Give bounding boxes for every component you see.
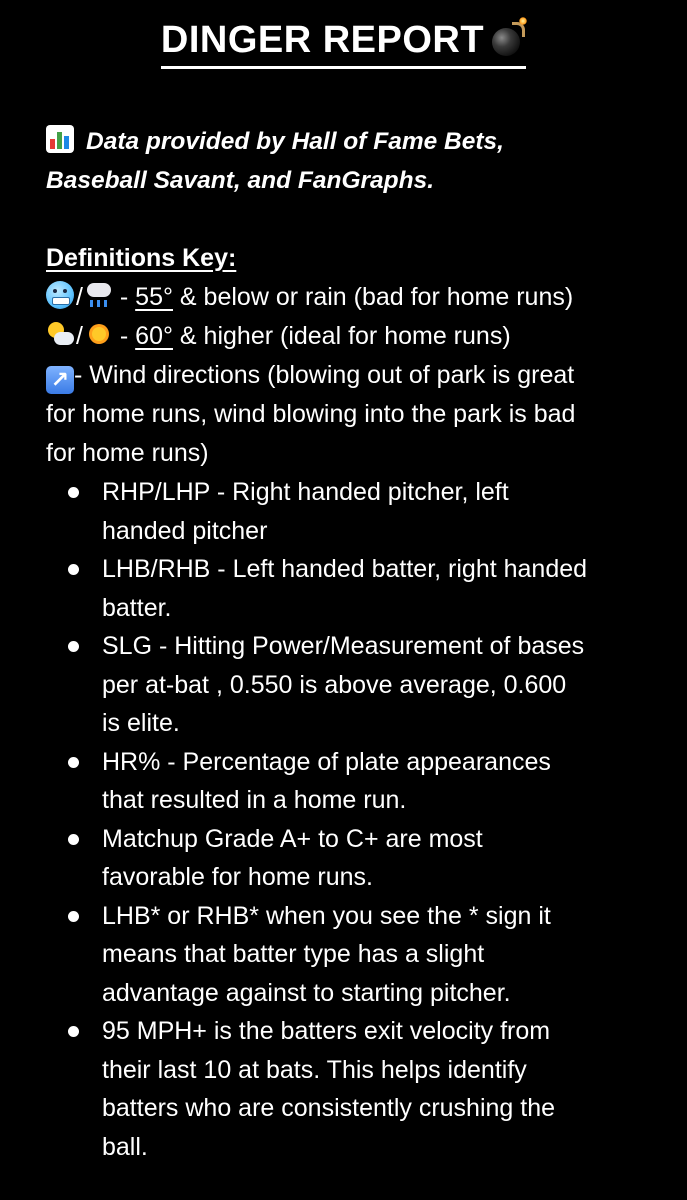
list-item-line: Matchup Grade A+ to C+ are most (102, 824, 483, 853)
list-item-line: that resulted in a home run. (102, 786, 407, 814)
page-title (161, 16, 526, 69)
sun-behind-cloud-icon (46, 320, 74, 348)
list-item (46, 550, 656, 627)
list-item-line: handed pitcher (102, 516, 268, 545)
section-spacer (46, 200, 656, 239)
bullet-icon (68, 834, 79, 845)
definitions-list (46, 473, 656, 1166)
list-item-line: HR% - Percentage of plate appearances (102, 747, 551, 776)
list-item-line: favorable for home runs. (102, 863, 373, 891)
wind-line-3: for home runs) (46, 439, 209, 467)
cold-slash: / (76, 283, 83, 311)
wind-row (46, 356, 656, 473)
definitions-key-heading: Definitions Key: (46, 244, 237, 272)
list-item-line: 95 MPH+ is the batters exit velocity from (102, 1017, 551, 1045)
bullet-icon (68, 564, 79, 575)
up-right-arrow-icon: ↗ (46, 366, 74, 394)
cold-weather-row (46, 278, 656, 317)
list-item-line: advantage against to starting pitcher. (102, 978, 511, 1007)
list-item-line: per at-bat , 0.550 is above average, 0.600 (102, 670, 567, 699)
page-title-text: DINGER REPORT (160, 19, 485, 61)
title-container (0, 16, 687, 69)
rain-cloud-icon (85, 281, 113, 309)
list-item-line: LHB* or RHB* when you see the * sign it (102, 901, 551, 930)
cold-face-icon (46, 281, 74, 309)
list-item-line: RHP/LHP - Right handed pitcher, left (102, 478, 509, 506)
cold-description: & below or rain (bad for home runs) (172, 283, 574, 311)
wind-line-1: - Wind directions (blowing out of park is great (74, 361, 575, 389)
warm-weather-row (46, 317, 656, 356)
definitions-key (46, 239, 656, 473)
credit-line-2: Baseball Savant, and FanGraphs. (46, 167, 435, 194)
warm-dash: - (112, 322, 136, 350)
bullet-icon (68, 1026, 79, 1037)
warm-description: & higher (ideal for home runs) (172, 322, 511, 350)
cold-temp: 55° (135, 283, 173, 311)
credit-line-1: Data provided by Hall of Fame Bets, (86, 128, 504, 155)
list-item-line: is elite. (102, 709, 180, 737)
warm-slash: / (76, 322, 83, 350)
bullet-icon (68, 911, 79, 922)
list-item-line: their last 10 at bats. This helps identify (102, 1055, 527, 1084)
wind-line-2: for home runs, wind blowing into the park is bad (46, 400, 576, 428)
list-item-line: batter. (102, 593, 172, 622)
list-item-line: means that batter type has a slight (102, 940, 485, 968)
sun-icon (85, 320, 113, 348)
list-item-line: ball. (102, 1132, 148, 1161)
list-item (46, 627, 656, 743)
list-item (46, 743, 656, 820)
bomb-icon (490, 20, 526, 56)
list-item-line: SLG - Hitting Power/Measurement of bases (102, 632, 585, 660)
list-item (46, 820, 656, 897)
data-credit (46, 122, 656, 200)
cold-dash: - (112, 283, 136, 311)
list-item-line: batters who are consistently crushing the (102, 1094, 556, 1122)
bullet-icon (68, 487, 79, 498)
list-item (46, 897, 656, 1013)
list-item (46, 1012, 656, 1166)
bullet-icon (68, 641, 79, 652)
warm-temp: 60° (135, 322, 173, 350)
report-body (46, 122, 656, 1166)
bullet-icon (68, 757, 79, 768)
list-item (46, 473, 656, 550)
list-item-line: LHB/RHB - Left handed batter, right handed (102, 555, 588, 583)
bar-chart-icon (46, 125, 74, 153)
